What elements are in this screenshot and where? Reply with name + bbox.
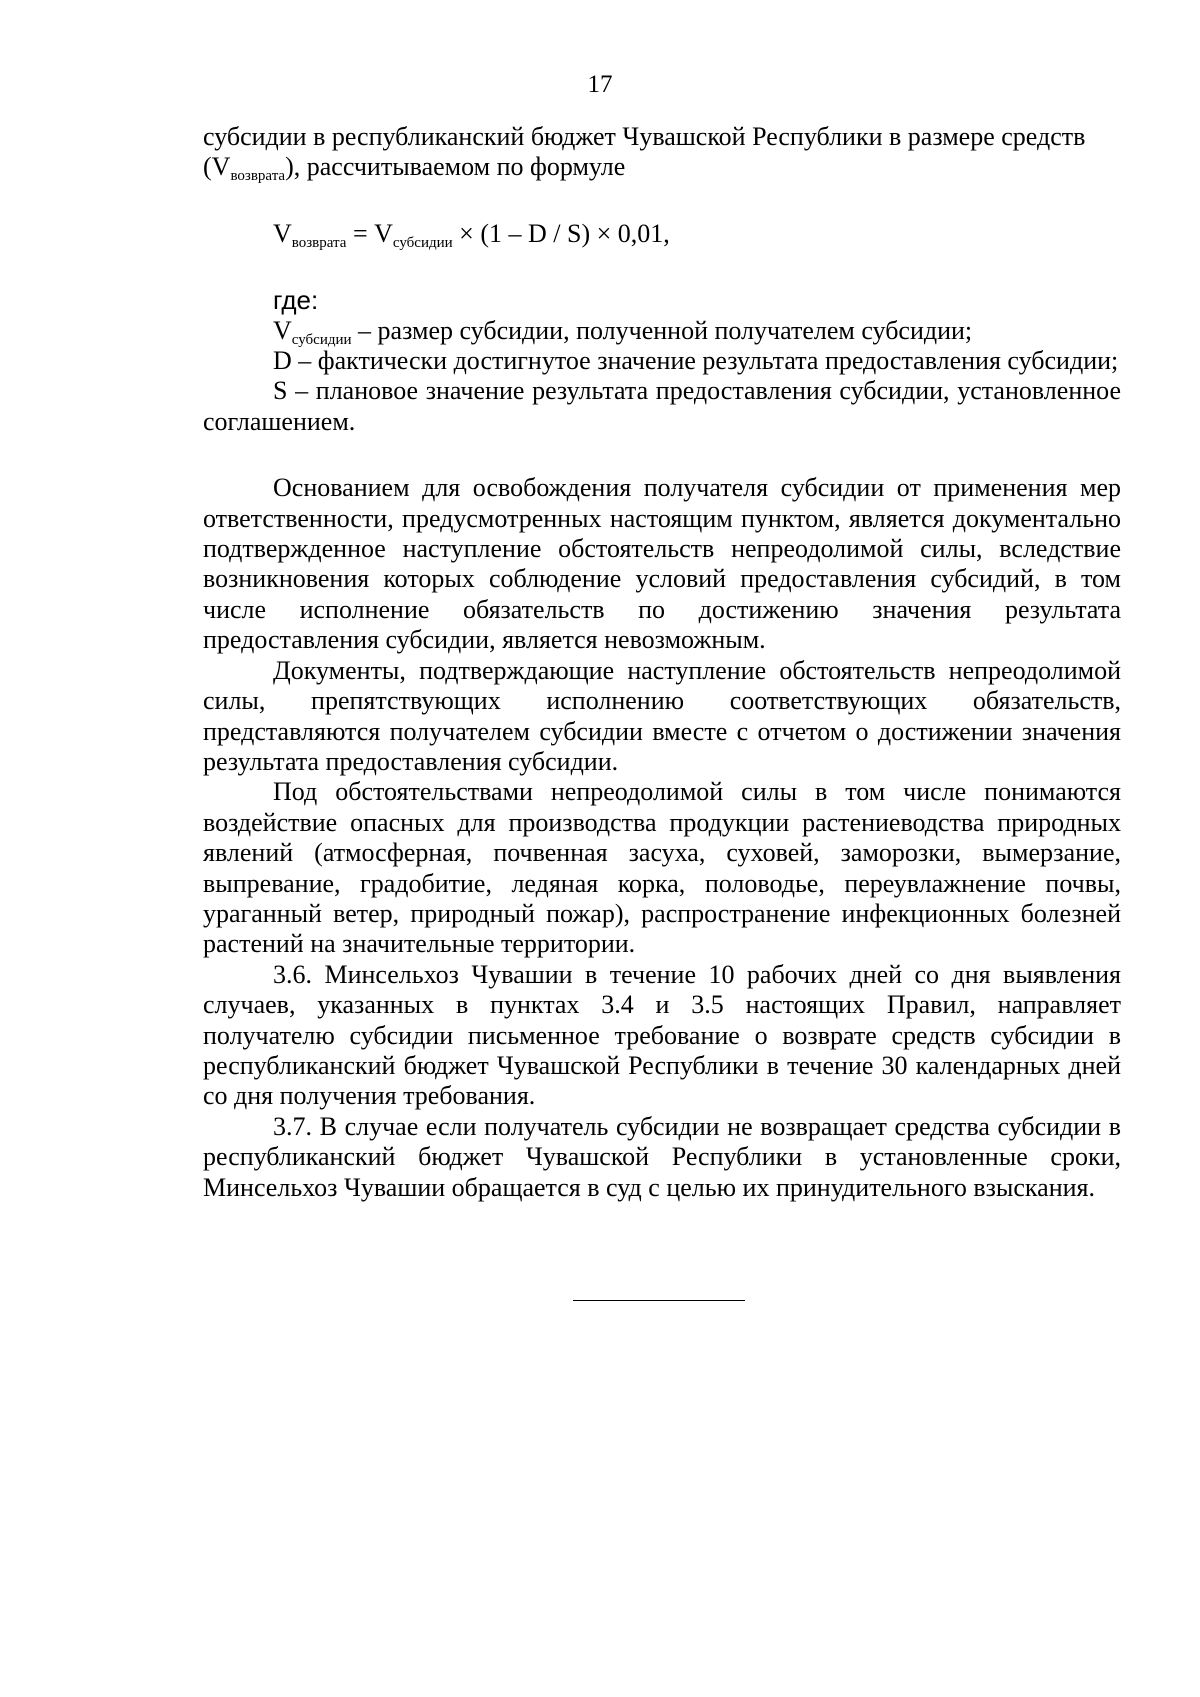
paragraph-3-6: 3.6. Минсельхоз Чувашии в течение 10 рабочих дней со дня выявления случаев, указанных в пунктах 3.4 и 3.5 настоящих Правил, направляет получателю субсидии письменное требование о возврате средств субсидии в республиканский бюджет Чувашской Республики в течение 30 календарных дней со дня получения требования. [203,959,1121,1111]
formula-tail: × (1 – D / S) × 0,01, [452,218,670,248]
intro-paragraph [203,122,1121,183]
paragraph-3-7: 3.7. В случае если получатель субсидии не возвращает средства субсидии в республиканский бюджет Чувашской Республики в установленные сроки, Минсельхоз Чувашии обращается в суд с целью их принудительного взыскания. [203,1111,1121,1202]
definition-v-subscript: субсидии [291,331,352,348]
definition-v-text: – размер субсидии, полученной получателем субсидии; [351,315,973,345]
intro-paren-subscript: возврата [230,168,286,185]
paragraph-circumstances: Под обстоятельствами непреодолимой силы в том числе понимаются воздействие опасных для производства продукции растениеводства природных явлений (атмосферная, почвенная засуха, суховей, заморозки, вымерзание, выпревание, градобитие, ледяная корка, половодье, переувлажнение почвы, ураганный ветер, природный пожар), распространение инфекционных болезней растений на значительные территории. [203,777,1121,959]
definition-s: S – плановое значение результата предоставления субсидии, установленное соглашением. [203,376,1121,436]
formula-vs-subscript: субсидии [392,234,453,251]
intro-rest: ), рассчитываемом по формуле [285,152,626,182]
paragraph-force-majeure: Основанием для освобождения получателя субсидии от применения мер ответственности, предусмотренных настоящим пунктом, является документально подтвержденное наступление обстоятельств непреодолимой силы, вследствие возникновения которых соблюдение условий предоставления субсидий, в том числе исполнение обязательств по достижению значения результата предоставления субсидии, является невозможным. [203,473,1121,655]
paragraph-documents: Документы, подтверждающие наступление обстоятельств непреодолимой силы, препятствующих исполнению соответствующих обязательств, представляются получателем субсидии вместе с отчетом о достижении значения результата предоставления субсидии. [203,655,1121,776]
intro-paren: (V [203,152,231,182]
definition-v [203,316,1121,346]
definition-v-symbol: V [273,315,292,345]
formula [273,219,1121,249]
definition-d: D – фактически достигнутое значение результата предоставления субсидии; [273,346,1119,376]
where-label: где: [273,285,319,316]
formula-eq: = V [346,218,393,248]
section-gap [203,437,1121,473]
formula-v-subscript: возврата [291,234,347,251]
intro-line: субсидии в республиканский бюджет Чувашской Республики в размере средств [203,122,1086,151]
page-number: 17 [587,71,613,98]
document-body [203,122,1121,1203]
formula-v: V [273,218,292,248]
closing-rule [573,1300,745,1301]
